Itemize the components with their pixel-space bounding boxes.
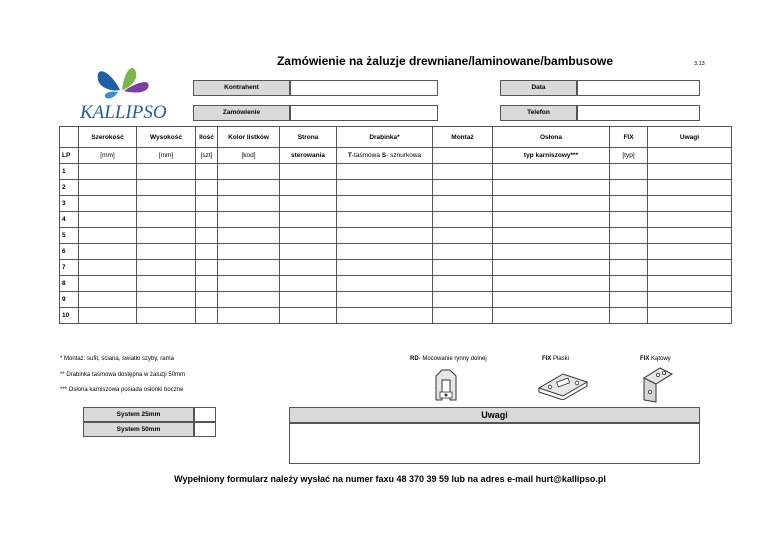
- table-cell[interactable]: [218, 308, 280, 324]
- table-cell[interactable]: [648, 196, 732, 212]
- fix-angled-bracket-icon: [638, 364, 678, 404]
- table-cell[interactable]: [196, 308, 218, 324]
- table-cell[interactable]: [337, 212, 433, 228]
- telefon-label: Telefon: [500, 105, 577, 121]
- table-row: [60, 292, 732, 308]
- table-cell[interactable]: [433, 292, 493, 308]
- column-header-kolor: Kolor listków: [218, 127, 280, 148]
- table-cell[interactable]: [610, 276, 648, 292]
- table-cell[interactable]: [610, 260, 648, 276]
- table-cell[interactable]: [610, 308, 648, 324]
- column-unit: [648, 148, 732, 164]
- table-cell[interactable]: [218, 276, 280, 292]
- table-row: [60, 212, 732, 228]
- table-cell[interactable]: [137, 244, 196, 260]
- table-cell[interactable]: [493, 180, 610, 196]
- table-cell[interactable]: [218, 164, 280, 180]
- column-unit: typ karniszowy***: [493, 148, 610, 164]
- column-unit: [433, 148, 493, 164]
- fix-katowy-caption: [640, 356, 671, 362]
- table-cell[interactable]: [218, 196, 280, 212]
- table-cell[interactable]: [610, 292, 648, 308]
- table-cell[interactable]: [648, 212, 732, 228]
- table-cell[interactable]: [79, 180, 137, 196]
- data-field[interactable]: [577, 80, 700, 96]
- column-header-ilosc: Ilość: [196, 127, 218, 148]
- row-number: 4: [60, 212, 79, 228]
- table-row: [60, 196, 732, 212]
- rd-bracket-icon: [428, 366, 464, 404]
- table-cell[interactable]: [280, 308, 337, 324]
- butterfly-logo-icon: [80, 60, 190, 130]
- table-cell[interactable]: [218, 180, 280, 196]
- table-cell[interactable]: [137, 308, 196, 324]
- kallipso-logo: [80, 60, 190, 130]
- fix-plaski-label: Płaski: [551, 356, 570, 362]
- table-cell[interactable]: [137, 292, 196, 308]
- column-unit: [kod]: [218, 148, 280, 164]
- column-header-strona: Strona: [280, 127, 337, 148]
- column-unit: [mm]: [137, 148, 196, 164]
- table-row: [60, 180, 732, 196]
- row-number: 5: [60, 228, 79, 244]
- system-50-checkbox[interactable]: [194, 422, 216, 437]
- table-cell[interactable]: [648, 260, 732, 276]
- row-number: 10: [60, 308, 79, 324]
- table-cell[interactable]: [79, 228, 137, 244]
- table-cell[interactable]: [280, 212, 337, 228]
- table-cell[interactable]: [433, 276, 493, 292]
- table-cell[interactable]: [79, 276, 137, 292]
- table-cell[interactable]: [137, 276, 196, 292]
- telefon-field[interactable]: [577, 105, 700, 121]
- table-cell[interactable]: [648, 276, 732, 292]
- table-cell[interactable]: [610, 180, 648, 196]
- table-cell[interactable]: [196, 212, 218, 228]
- table-cell[interactable]: [196, 164, 218, 180]
- table-header-row-1: [60, 127, 732, 148]
- table-row: [60, 164, 732, 180]
- row-number: 6: [60, 244, 79, 260]
- table-cell[interactable]: [493, 212, 610, 228]
- table-cell[interactable]: [280, 164, 337, 180]
- table-cell[interactable]: [337, 260, 433, 276]
- table-cell[interactable]: [337, 180, 433, 196]
- table-cell[interactable]: [79, 308, 137, 324]
- table-cell[interactable]: [79, 212, 137, 228]
- table-cell[interactable]: [337, 276, 433, 292]
- note-oslona: *** Osłona karniszowa posiada osłonki boczne: [60, 387, 184, 393]
- table-row: [60, 260, 732, 276]
- table-cell[interactable]: [280, 260, 337, 276]
- table-cell[interactable]: [493, 308, 610, 324]
- table-cell[interactable]: [493, 196, 610, 212]
- column-header-drabinka: Drabinka*: [337, 127, 433, 148]
- table-cell[interactable]: [433, 180, 493, 196]
- column-header-oslona: Osłona: [493, 127, 610, 148]
- table-cell[interactable]: [137, 180, 196, 196]
- kontrahent-field[interactable]: [290, 80, 438, 96]
- table-cell[interactable]: [493, 276, 610, 292]
- column-unit: sterowania: [280, 148, 337, 164]
- table-cell[interactable]: [433, 196, 493, 212]
- system-25-label: System 25mm: [83, 407, 194, 422]
- table-cell[interactable]: [218, 244, 280, 260]
- table-cell[interactable]: [648, 308, 732, 324]
- table-cell[interactable]: [196, 276, 218, 292]
- table-cell[interactable]: [79, 164, 137, 180]
- table-cell[interactable]: [280, 276, 337, 292]
- table-cell[interactable]: [280, 180, 337, 196]
- uwagi-textarea[interactable]: [289, 423, 700, 464]
- table-cell[interactable]: [337, 196, 433, 212]
- table-cell[interactable]: [218, 228, 280, 244]
- rd-caption: [410, 356, 487, 362]
- logo-text: KALLIPSO: [80, 102, 167, 123]
- order-table: [59, 126, 732, 324]
- rd-label: - Mocowanie rynny dolnej: [418, 356, 487, 362]
- table-cell[interactable]: [610, 196, 648, 212]
- table-cell[interactable]: [493, 292, 610, 308]
- table-cell[interactable]: [218, 260, 280, 276]
- row-number: 1: [60, 164, 79, 180]
- table-cell[interactable]: [433, 228, 493, 244]
- fix-katowy-code: FIX: [640, 356, 650, 362]
- note-drabinka: ** Drabinka taśmowa dostępna w żaluzji 50mm: [60, 372, 186, 378]
- rd-code: RD: [410, 356, 419, 362]
- table-cell[interactable]: [648, 228, 732, 244]
- table-cell[interactable]: [280, 228, 337, 244]
- table-cell[interactable]: [137, 260, 196, 276]
- row-number: 9: [60, 292, 79, 308]
- column-header-wysokosc: Wysokość: [137, 127, 196, 148]
- table-cell[interactable]: [196, 196, 218, 212]
- table-cell[interactable]: [337, 308, 433, 324]
- table-row: [60, 276, 732, 292]
- fix-katowy-label: Kątowy: [649, 356, 671, 362]
- column-header-fix: FIX: [610, 127, 648, 148]
- fix-flat-bracket-icon: [535, 368, 591, 400]
- table-cell[interactable]: [433, 164, 493, 180]
- column-unit: [typ]: [610, 148, 648, 164]
- fix-plaski-caption: [542, 356, 569, 362]
- column-header: [60, 127, 79, 148]
- table-cell[interactable]: [610, 228, 648, 244]
- column-header-szerokosc: Szerokość: [79, 127, 137, 148]
- table-cell[interactable]: [433, 244, 493, 260]
- table-cell[interactable]: [337, 292, 433, 308]
- table-cell[interactable]: [137, 164, 196, 180]
- table-cell[interactable]: [218, 292, 280, 308]
- kontrahent-label: Kontrahent: [193, 80, 290, 96]
- zamowienie-field[interactable]: [290, 105, 438, 121]
- table-cell[interactable]: [610, 212, 648, 228]
- table-cell[interactable]: [196, 292, 218, 308]
- table-cell[interactable]: [196, 228, 218, 244]
- table-cell[interactable]: [79, 292, 137, 308]
- table-cell[interactable]: [137, 212, 196, 228]
- table-header-row-2: [60, 148, 732, 164]
- table-cell[interactable]: [493, 164, 610, 180]
- table-cell[interactable]: [337, 244, 433, 260]
- table-cell[interactable]: [493, 228, 610, 244]
- row-number: 2: [60, 180, 79, 196]
- table-cell[interactable]: [648, 164, 732, 180]
- table-cell[interactable]: [79, 244, 137, 260]
- table-cell[interactable]: [648, 292, 732, 308]
- table-cell[interactable]: [610, 244, 648, 260]
- zamowienie-label: Zamówienie: [193, 105, 290, 121]
- column-unit: [szt]: [196, 148, 218, 164]
- column-header-lp: LP: [60, 148, 79, 164]
- table-cell[interactable]: [137, 196, 196, 212]
- table-cell[interactable]: [648, 244, 732, 260]
- row-number: 7: [60, 260, 79, 276]
- table-cell[interactable]: [648, 180, 732, 196]
- column-unit: T-taśmowa S- sznurkowa: [337, 148, 433, 164]
- form-title: Zamówienie na żaluzje drewniane/laminowane/bambusowe: [276, 54, 614, 68]
- fix-plaski-code: FIX: [542, 356, 552, 362]
- table-cell[interactable]: [433, 212, 493, 228]
- table-row: [60, 228, 732, 244]
- table-cell[interactable]: [196, 244, 218, 260]
- system-50-label: System 50mm: [83, 422, 194, 437]
- table-cell[interactable]: [280, 196, 337, 212]
- table-cell[interactable]: [493, 244, 610, 260]
- form-version: 3.13: [694, 61, 705, 67]
- table-cell[interactable]: [280, 292, 337, 308]
- column-header-uwagi: Uwagi: [648, 127, 732, 148]
- column-unit: [mm]: [79, 148, 137, 164]
- table-cell[interactable]: [493, 260, 610, 276]
- table-cell[interactable]: [433, 260, 493, 276]
- table-row: [60, 244, 732, 260]
- note-montaz: * Montaż: sufit, ściana, światło szyby, rama: [60, 356, 174, 362]
- table-cell[interactable]: [218, 212, 280, 228]
- data-label: Data: [500, 80, 577, 96]
- table-cell[interactable]: [137, 228, 196, 244]
- table-cell[interactable]: [280, 244, 337, 260]
- table-cell[interactable]: [196, 260, 218, 276]
- table-cell[interactable]: [337, 164, 433, 180]
- table-cell[interactable]: [610, 164, 648, 180]
- table-row: [60, 308, 732, 324]
- table-cell[interactable]: [79, 196, 137, 212]
- column-header-montaz: Montaż: [433, 127, 493, 148]
- table-cell[interactable]: [337, 228, 433, 244]
- system-25-checkbox[interactable]: [194, 407, 216, 422]
- table-cell[interactable]: [433, 308, 493, 324]
- uwagi-header: Uwagi: [289, 407, 700, 423]
- table-cell[interactable]: [196, 180, 218, 196]
- table-cell[interactable]: [79, 260, 137, 276]
- footer-instructions: Wypełniony formularz należy wysłać na numer faxu 48 370 39 59 lub na adres e-mail hurt@kallipso.pl: [174, 474, 606, 484]
- row-number: 8: [60, 276, 79, 292]
- row-number: 3: [60, 196, 79, 212]
